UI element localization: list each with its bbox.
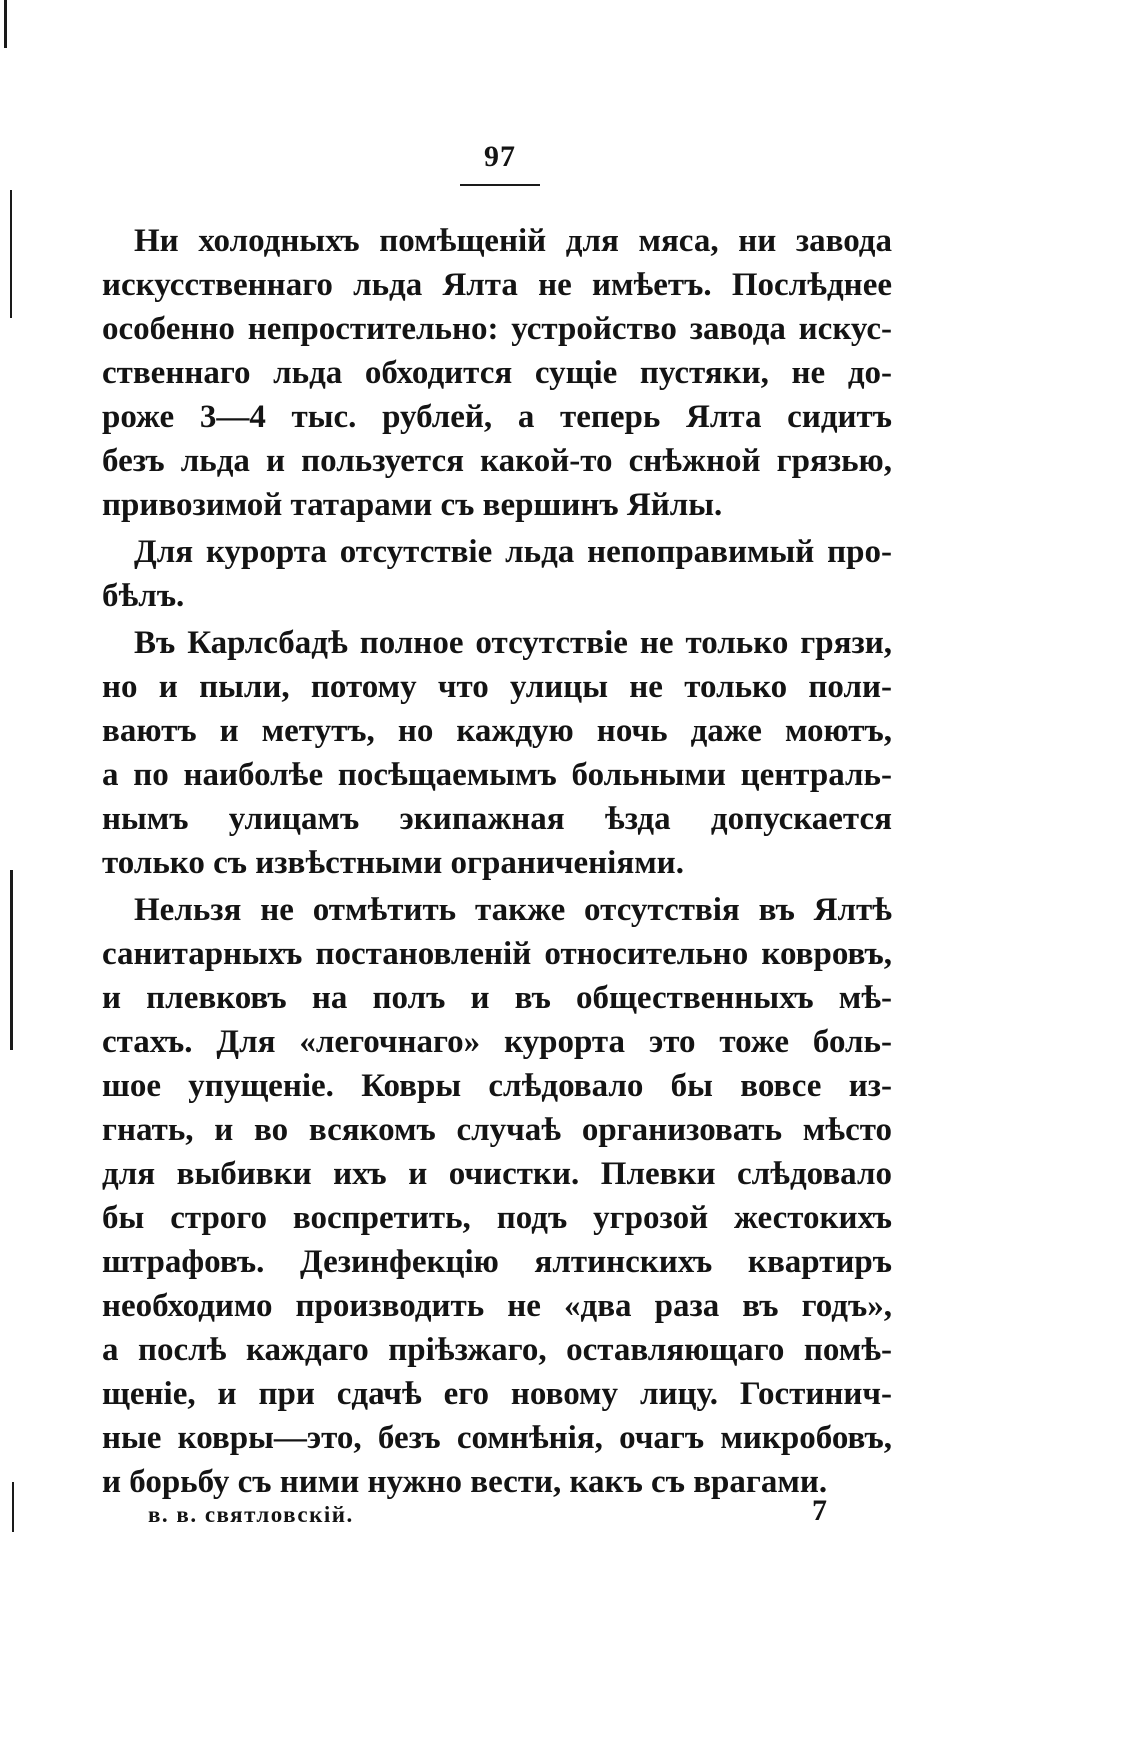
text-line: безъ льда и пользуется какой-то снѣжной грязью,	[102, 443, 892, 479]
text-line: Для курорта отсутствіе льда непоправимый про-	[134, 534, 892, 570]
text-line: ственнаго льда обходится сущіе пустяки, не до-	[102, 355, 892, 391]
text-line: а послѣ каждаго пріѣзжаго, оставляющаго помѣ-	[102, 1332, 892, 1368]
text-line: стахъ. Для «легочнаго» курорта это тоже боль-	[102, 1024, 892, 1060]
page-number: 97	[484, 140, 516, 173]
text-line: шое упущеніе. Ковры слѣдовало бы вовсе из-	[102, 1068, 892, 1104]
text-line: необходимо производить не «два раза въ годъ»,	[102, 1288, 892, 1324]
text-line: искусственнаго льда Ялта не имѣетъ. Послѣднее	[102, 267, 892, 303]
page-number-rule	[460, 184, 540, 186]
text-line: нымъ улицамъ экипажная ѣзда допускается	[102, 801, 892, 837]
text-line: ные ковры—это, безъ сомнѣнія, очагъ микробовъ,	[102, 1420, 892, 1456]
text-line: бы строго воспретить, подъ угрозой жестокихъ	[102, 1200, 892, 1236]
text-line: санитарныхъ постановленій относительно ковровъ,	[102, 936, 892, 972]
text-line: Въ Карлсбадѣ полное отсутствіе не только грязи,	[134, 625, 892, 661]
text-line: бѣлъ.	[102, 578, 185, 614]
scan-mark	[10, 870, 13, 1050]
scan-mark	[4, 0, 7, 48]
text-line: Нельзя не отмѣтить также отсутствія въ Ялтѣ	[134, 892, 892, 928]
text-line: только съ извѣстными ограниченіями.	[102, 845, 684, 881]
text-line: а по наиболѣе посѣщаемымъ больными централь-	[102, 757, 892, 793]
text-line: привозимой татарами съ вершинъ Яйлы.	[102, 487, 723, 523]
scan-mark	[10, 190, 12, 318]
text-line: роже 3—4 тыс. рублей, а теперь Ялта сидитъ	[102, 399, 892, 435]
text-line: Ни холодныхъ помѣщеній для мяса, ни завода	[134, 223, 892, 259]
text-line: штрафовъ. Дезинфекцію ялтинскихъ квартиръ	[102, 1244, 892, 1280]
text-line: для выбивки ихъ и очистки. Плевки слѣдовало	[102, 1156, 892, 1192]
text-line: ваютъ и метутъ, но каждую ночь даже моютъ,	[102, 713, 892, 749]
signature-mark: 7	[812, 1494, 827, 1527]
footer-author: в. в. святловскій.	[148, 1502, 354, 1527]
text-line: и плевковъ на полъ и въ общественныхъ мѣ-	[102, 980, 892, 1016]
scan-mark	[12, 1482, 14, 1532]
text-line: щеніе, и при сдачѣ его новому лицу. Гостинич-	[102, 1376, 892, 1412]
text-line: и борьбу съ ними нужно вести, какъ съ врагами.	[102, 1464, 828, 1500]
text-line: гнать, и во всякомъ случаѣ организовать мѣсто	[102, 1112, 892, 1148]
text-line: особенно непростительно: устройство завода искус-	[102, 311, 892, 347]
text-line: но и пыли, потому что улицы не только поли-	[102, 669, 892, 705]
